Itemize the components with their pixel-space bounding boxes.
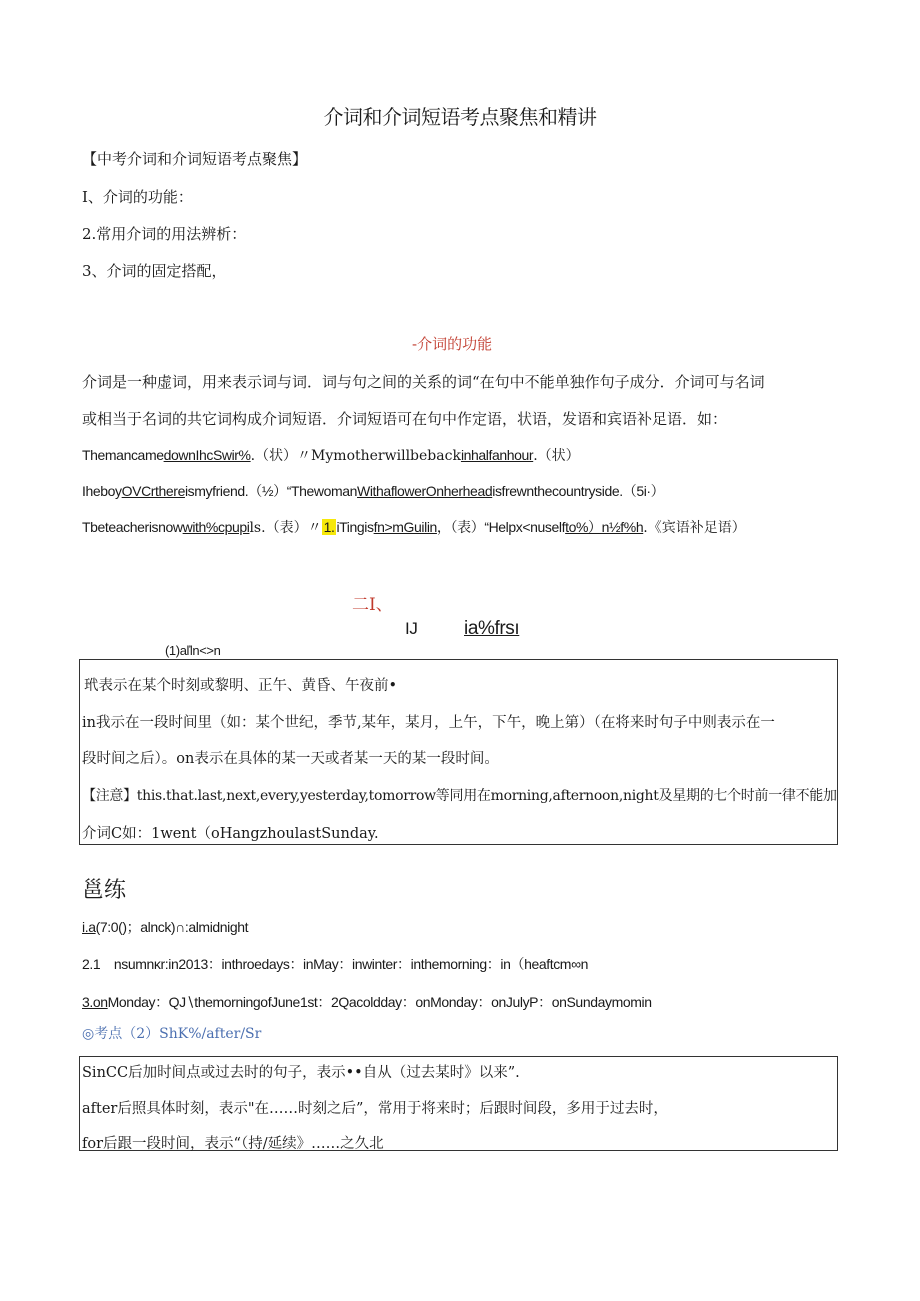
box-line: after后照具体时刻，表示"在……时刻之后”，常用于将来时；后跟时间段，多用于过去时， [82,1101,668,1117]
ex2-d: Withaflower [357,483,426,499]
practice-line-1-text: (7:0()；alnck)∩:almidnight [95,919,249,935]
outline-item: I、介词的功能： [82,188,193,206]
example-line-2 [82,481,664,501]
section1-heading: -介词的功能 [412,335,493,353]
ex3-h: to%）n½f%h [565,519,644,535]
ex3-b: with%cpupi [182,519,250,535]
box-line: in我示在一段时间里（如：某个世纪，季节,某年，某月，上午，下午，晚上第）（在将来时句子中则表示在一 [82,715,775,731]
point-2-heading: ◎考点（2）ShK%/after/Sr [82,1026,262,1042]
outline-item: 3、介词的固定搭配， [82,262,227,280]
outline-item: 2.常用介词的用法辨析： [82,225,247,243]
ex3-e: iTingis [336,519,374,535]
ex3-g: ，（表）“Helpx<nuself [436,519,566,535]
ex1-c: .（状）〃Mymotherwillbeback [250,448,461,464]
ex3-c: ls.（表）〃 [249,520,322,536]
section1-para-2: 或相当于名词的共它词构成介词短语．介词短语可在句中作定语，状语，发语和宾语补足语．如： [82,410,728,428]
ex1-a: Themancame [82,447,164,463]
ex2-b: OVCrthere [121,483,185,499]
practice-line-1 [82,917,248,937]
section2-subtitle-left: IJ [405,619,418,638]
ex1-e: .（状） [533,448,580,464]
box-line: 介词C如：1went（oHangzhoulastSunday. [82,826,379,842]
page-title: 介词和介词短语考点聚焦和精讲 [323,107,597,129]
practice-heading: 邕练 [82,878,127,903]
box-line: 段时间之后）。on表示在具体的某一天或者某一天的某一段时间。 [82,751,499,767]
practice-line-3-num: 3.on [82,994,108,1010]
box-line: for后跟一段时间，表示“（持/延续》……之久北 [82,1136,384,1152]
ex3-a: Tbeteacherisnow [82,519,183,535]
highlight-mark: 1. [323,519,335,535]
box-line: 玳表示在某个时刻或黎明、正午、黄昏、午夜前• [84,678,398,694]
practice-line-2: 2.1 nsumnκr:in2013：inthroedays：inMay：inwinter：inthemorning：in（heaftcm∞n [82,956,589,972]
practice-line-1-num: i.a [82,919,96,935]
ex3-f: fn>mGuilin [373,519,437,535]
section2-heading: 二I、 [352,595,393,615]
outline-heading: 【中考介词和介词短语考点聚焦】 [82,150,308,168]
ex1-d: inhalfanhour [460,447,534,463]
ex2-c: ismyfriend.（½）“Thewoman [184,483,358,499]
section1-para-1: 介词是一种虚词，用来表示词与词．词与句之间的关系的词“在句中不能单独作句子成分．介词可与名词 [82,373,765,391]
practice-line-3-text: Monday：QJ∖themorningofJune1st：2Qacoldday：onMonday：onJulyP：onSundaymomin [107,994,652,1010]
ex3-i: .《宾语补足语） [643,520,746,536]
section2-label: (1)aľln<>n [165,643,221,658]
practice-line-3 [82,992,652,1012]
ex2-a: Iheboy [82,483,122,499]
ex1-b: downIhcSwir% [163,447,251,463]
ex2-f: isfrewnthecountryside.（5i·） [492,483,665,499]
ex2-e: Onherhead [425,483,493,499]
example-line-3 [82,517,746,537]
box-line: SinCC后加时间点或过去时的句子，表示••自从（过去某时》以来”. [82,1065,520,1081]
example-line-1 [82,445,580,465]
box-line: 【注意】this.that.last,next,every,yesterday,tomorrow等同用在morning,afternoon,night及星期的七个时前一律不能加 [82,788,837,804]
section2-subtitle-right: ia%frsı [464,618,520,639]
